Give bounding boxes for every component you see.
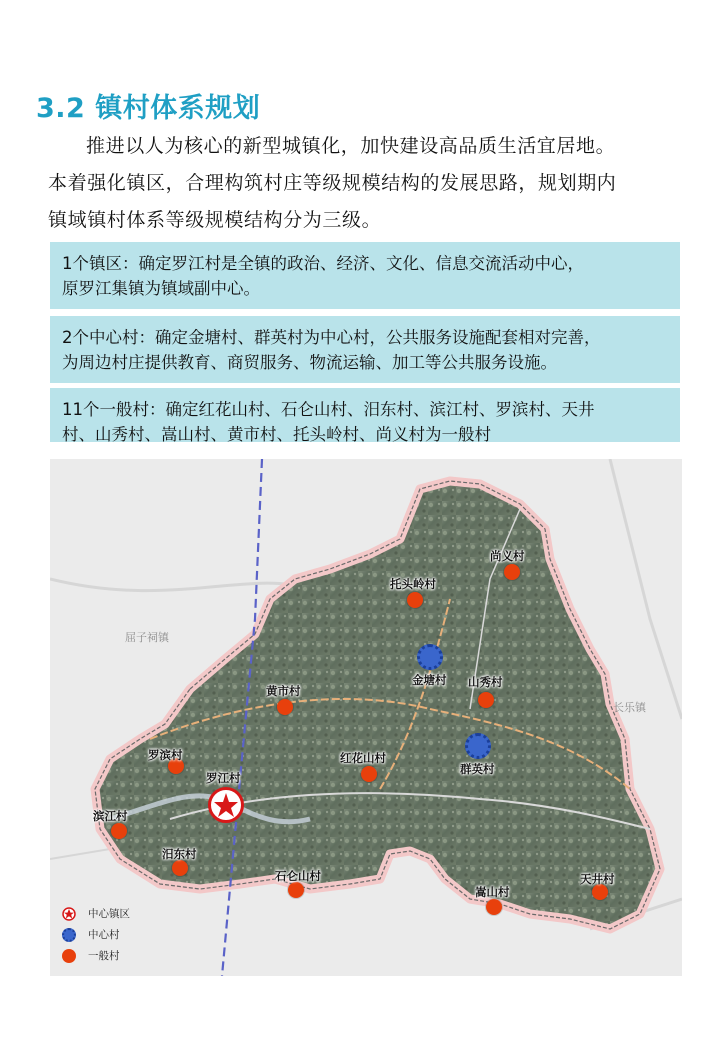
village-name-town-center: 罗江村 <box>206 771 241 785</box>
village-name-general: 石仑山村 <box>275 869 321 883</box>
level-box-line: 2个中心村：确定金塘村、群英村为中心村，公共服务设施配套相对完善， <box>62 328 601 347</box>
level-box-line: 原罗江集镇为镇域副中心。 <box>62 279 260 298</box>
village-system-map <box>50 459 682 976</box>
legend-label: 中心村 <box>88 929 120 941</box>
star-icon <box>213 792 239 818</box>
intro-paragraph <box>48 128 678 239</box>
general-village-marker <box>172 860 188 876</box>
level-box-line: 为周边村庄提供教育、商贸服务、物流运输、加工等公共服务设施。 <box>62 353 557 372</box>
map-background <box>50 459 682 976</box>
village-name-center: 群英村 <box>460 762 495 776</box>
section-heading: 3.2 镇村体系规划 <box>36 93 261 124</box>
intro-line-1: 推进以人为核心的新型城镇化，加快建设高品质生活宜居地。 <box>86 135 616 157</box>
general-village-marker <box>478 692 494 708</box>
level-box-line: 1个镇区：确定罗江村是全镇的政治、经济、文化、信息交流活动中心， <box>62 254 584 273</box>
general-village-marker <box>361 766 377 782</box>
general-village-icon <box>62 949 76 963</box>
star-icon <box>62 907 76 921</box>
neighbor-town-label: 屈子祠镇 <box>125 631 169 644</box>
village-name-center: 金塘村 <box>412 673 447 687</box>
village-name-general: 托头岭村 <box>390 577 436 591</box>
center-village-icon <box>62 928 76 942</box>
village-name-general: 黄市村 <box>266 684 301 698</box>
level-box-line: 村、山秀村、嵩山村、黄市村、托头岭村、尚义村为一般村 <box>62 425 491 444</box>
village-name-general: 汨东村 <box>162 847 197 861</box>
general-village-marker <box>407 592 423 608</box>
village-name-general: 天井村 <box>580 872 615 886</box>
intro-line-3: 镇域镇村体系等级规模结构分为三级。 <box>48 209 382 231</box>
village-name-general: 滨江村 <box>93 809 128 823</box>
general-village-marker <box>277 699 293 715</box>
village-name-general: 罗滨村 <box>148 748 183 762</box>
general-village-marker <box>288 882 304 898</box>
general-village-marker <box>111 823 127 839</box>
general-village-marker <box>504 564 520 580</box>
level-box-line: 11个一般村：确定红花山村、石仑山村、汨东村、滨江村、罗滨村、天井 <box>62 400 595 419</box>
intro-line-2: 本着强化镇区，合理构筑村庄等级规模结构的发展思路，规划期内 <box>48 172 617 194</box>
center-village-marker <box>465 733 491 759</box>
level-box-town <box>50 242 680 309</box>
town-center-marker <box>208 787 244 823</box>
level-box-general-villages <box>50 388 680 442</box>
general-village-marker <box>486 899 502 915</box>
neighbor-town-label: 长乐镇 <box>613 701 646 714</box>
level-box-center-villages <box>50 316 680 383</box>
center-village-marker <box>417 644 443 670</box>
village-name-general: 山秀村 <box>468 675 503 689</box>
legend-label: 中心镇区 <box>88 908 130 920</box>
village-name-general: 嵩山村 <box>475 885 510 899</box>
legend-label: 一般村 <box>88 950 120 962</box>
village-name-general: 红花山村 <box>340 751 386 765</box>
village-name-general: 尚义村 <box>490 549 525 563</box>
